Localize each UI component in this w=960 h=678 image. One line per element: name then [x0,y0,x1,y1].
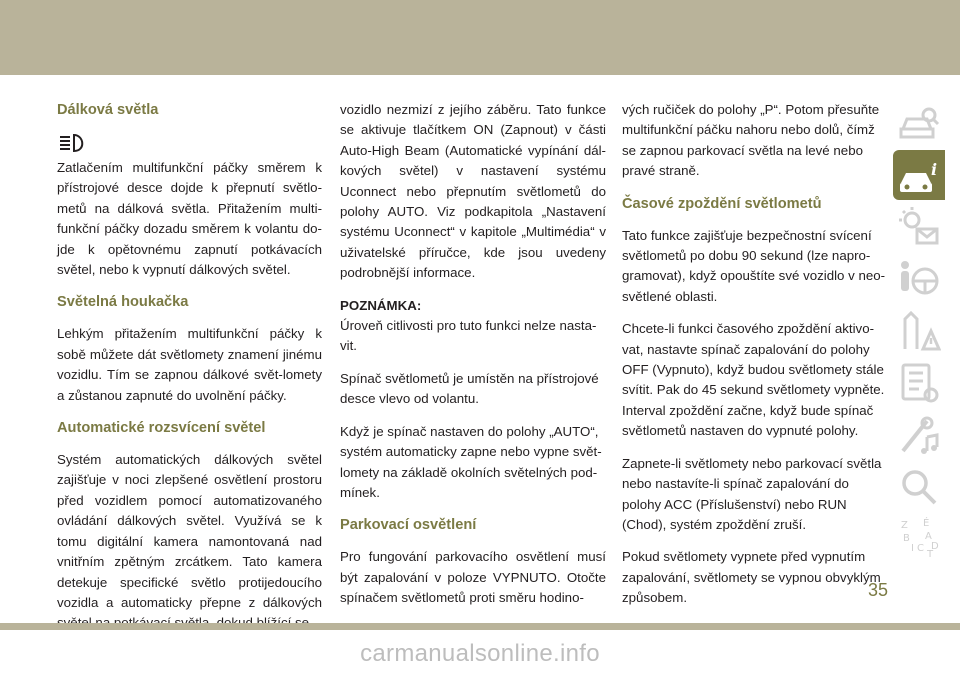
tab-getting-to-know[interactable] [893,98,945,148]
alphabet-index-icon [897,517,941,561]
paragraph-flash: Lehkým přitažením multifunkční páčky k sobě můžete dát světlomety znamení jinému vozidlu. Tím se zapnou dálkové svět-lomety a zůstanou zapnuté do uvolnění páčky. [57,326,322,403]
paragraph-switch-location: Spínač světlometů je umístěn na přístrojové desce vlevo od volantu. [340,370,599,407]
paragraph-parking-lights: Pro fungování parkovacího osvětlení musí být zapalování v poloze VYPNUTO. Otočte spínačem světlometů proti směru hodino- [340,549,606,606]
heading-flash: Světelná houkačka [57,294,189,311]
paragraph-high-beams: Zatlačením multifunkční páčky směrem k přístrojové desce dojde k přepnutí světlo-metů na dálková světla. Přitažením multi-funkční páčky dozadu směrem k volantu do-jde k opětovnému zapnutí potkávacích světel, nebo k vypnutí dálkových světel. [57,160,322,278]
tab-vehicle-controls[interactable] [893,150,945,200]
tab-servicing[interactable] [893,358,945,408]
heading-parking-lights: Parkovací osvětlení [340,517,477,534]
tab-safety[interactable] [893,254,945,304]
car-search-icon [897,101,941,145]
index-letter: É [923,518,930,529]
sun-envelope-icon [897,205,941,249]
index-letter: B [903,533,910,544]
header-band [0,0,960,75]
page-number: 35 [868,580,889,600]
paragraph-delay-1: Tato funkce zajišťuje bezpečnostní svícení světlometů po dobu 90 sekund (lze napro-gramovat), když opouštíte své vozidlo v neo-světlené oblasti. [622,227,886,304]
tab-multimedia[interactable] [893,410,945,460]
index-letter: Z [901,520,908,531]
heading-headlight-delay: Časové zpoždění světlometů [622,195,822,212]
paragraph-delay-3: Zapnete-li světlomety nebo parkovací světla nebo nastavíte-li spínač zapalování do polohy ACC (Příslušenství) nebo RUN (Chod), systém zpoždění zruší. [622,455,882,532]
chapter-tabs [893,98,945,566]
text-column-2 [340,100,606,621]
svg-text:i: i [931,160,938,179]
watermark: carmanualsonline.info [360,640,600,667]
tab-index[interactable] [893,514,945,564]
paragraph-delay-2: Chcete-li funkci časového zpoždění aktivo-vat, nastavte spínač zapalování do polohy OFF (Vypnuto), když budou světlomety stále svítit. Pak do 45 sekund světlomety vypněte. Interval zpoždění začne, když bude spínač světlometů nastaven do vypnuté polohy. [622,321,885,439]
heading-auto-lights: Automatické rozsvícení světel [57,420,266,437]
seatbelt-steering-icon [897,257,941,301]
paragraph-auto-position: Když je spínač nastaven do polohy „AUTO“, systém automaticky zapne nebo vypne svět-lomety na základě okolních světelných pod-mínek. [340,423,602,500]
warning-wrench-icon [897,309,941,353]
paragraph-delay-4: Pokud světlomety vypnete před vypnutím zapalování, světlomety se vypnou obvyklým způsobem. [622,549,881,606]
checklist-icon [897,361,941,405]
paragraph-auto-lights: Systém automatických dálkových světel zajišťuje v noci zlepšené osvětlení prostoru před vozidlem pomocí automatizovaného ovládání dálkových světel. Využívá se k tomu digitální kamera namontovaná nad vnitřním zpětným zrcátkem. Tato kamera detekuje specifické světlo protijedoucího vozidla a automaticky přepne z dálkových [57,452,322,610]
index-letter: C [917,543,924,554]
tab-emergency[interactable] [893,306,945,356]
car-info-icon [897,153,941,197]
note-label: POZNÁMKA: [340,297,422,313]
high-beam-icon [58,132,88,152]
magnifier-icon [897,465,941,509]
heading-high-beams: Dálková světla [57,102,159,118]
index-letter: A [925,531,932,542]
index-letter: I [911,543,914,554]
paragraph-parking-continued: vých ručiček do polohy „P“. Potom přesuňte multifunkční páčku nahoru nebo dolů, čímž se zapnou parkovací světla na levé nebo pravé straně. [622,102,880,179]
footer-band [0,623,960,630]
text-column-3 [622,100,890,621]
index-letter: D [931,541,939,552]
note-text: Úroveň citlivosti pro tuto funkci nelze nasta-vit. [340,318,597,354]
tab-search[interactable] [893,462,945,512]
tab-starting-operating[interactable] [893,202,945,252]
index-letter: T [927,549,934,560]
text-column-1 [57,100,322,646]
music-wrench-icon [897,413,941,457]
paragraph-auto-continued: vozidlo nezmizí z jejího záběru. Tato funkce se aktivuje tlačítkem ON (Zapnout) v části Auto-High Beam (Automatické vypínání dál-kových světel) v nastavení systému Uconnect nebo přepnutím světlometů do polohy AUTO. Viz podkapitola „Nastavení systému Uconnect“ v kapitole „Multimédia“ v uživatelské příručce, kde jsou uvedeny podrobnější informace. [340,102,606,281]
